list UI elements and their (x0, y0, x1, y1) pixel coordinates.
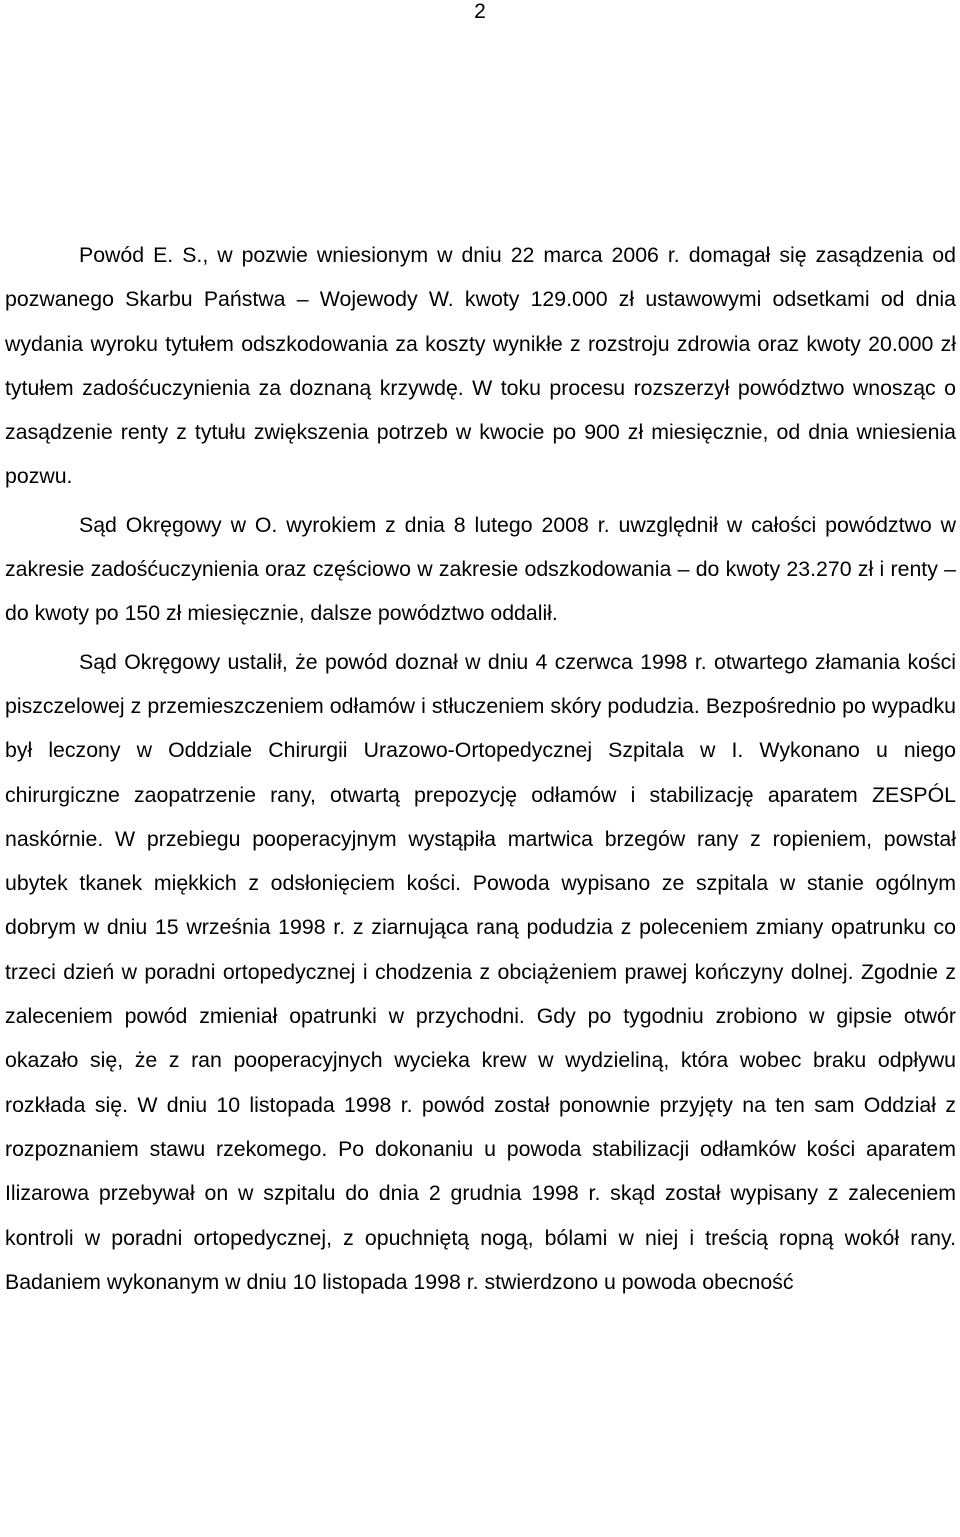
paragraph-judgment: Sąd Okręgowy w O. wyrokiem z dnia 8 lutego 2008 r. uwzględnił w całości powództwo w zakresie zadośćuczynienia oraz częściowo w zakresie odszkodowania – do kwoty 23.270 zł i renty – do kwoty po 150 zł miesięcznie, dalsze powództwo oddalił. (5, 512, 956, 626)
page-number: 2 (474, 0, 486, 23)
paragraph-findings: Sąd Okręgowy ustalił, że powód doznał w dniu 4 czerwca 1998 r. otwartego złamania kości piszczelowej z przemieszczeniem odłamów i stłuczeniem skóry podudzia. Bezpośrednio po wypadku był leczony w Oddziale Chirurgii Urazowo-Ortopedycznej Szpitala w I. Wykonano u niego chirurgiczne zaopatrzenie rany, otwartą prepozycję odłamów i stabilizację aparatem ZESPÓL naskórnie. W przebiegu pooperacyjnym wystąpiła martwica brzegów rany z ropieniem, powstał ubytek tkanek miękkich z odsłonięciem kości. Powoda wypisano ze szpitala w stanie ogólnym dobrym w dniu 15 września 1998 r. z ziarnująca raną podudzia z poleceniem zmiany opatrunku co trzeci dzień w poradni ortopedycznej i chodzenia z obciążeniem prawej kończyny dolnej. Zgodnie z zaleceniem powód zmieniał opatrunki w przychodni. Gdy po tygodniu zrobiono w gipsie otwór okazało się, że z ran pooperacyjnych wycieka krew w wydzieliną, która wobec braku odpływu rozkłada się. W dniu 10 listopada 1998 r. powód został ponownie przyjęty na ten sam Oddział z rozpoznaniem stawu rzekomego. Po dokonaniu u powoda stabilizacji odłamków kości aparatem Ilizarowa przebywał on w szpitalu do dnia 2 grudnia 1998 r. skąd został wypisany z zaleceniem kontroli w poradni ortopedycznej, z opuchniętą nogą, bólami w niej i treścią ropną wokół rany. Badaniem wykonanym w dniu 10 listopada 1998 r. stwierdzono u powoda obecność (5, 649, 956, 1294)
paragraph-claim: Powód E. S., w pozwie wniesionym w dniu 22 marca 2006 r. domagał się zasądzenia od pozwanego Skarbu Państwa – Wojewody W. kwoty 129.000 zł ustawowymi odsetkami od dnia wydania wyroku tytułem odszkodowania za koszty wynikłe z rozstroju zdrowia oraz kwoty 20.000 zł tytułem zadośćuczynienia za doznaną krzywdę. W toku procesu rozszerzył powództwo wnosząc o zasądzenie renty z tytułu zwiększenia potrzeb w kwocie po 900 zł miesięcznie, od dnia wniesienia pozwu. (5, 243, 956, 489)
document-body (5, 233, 956, 1304)
